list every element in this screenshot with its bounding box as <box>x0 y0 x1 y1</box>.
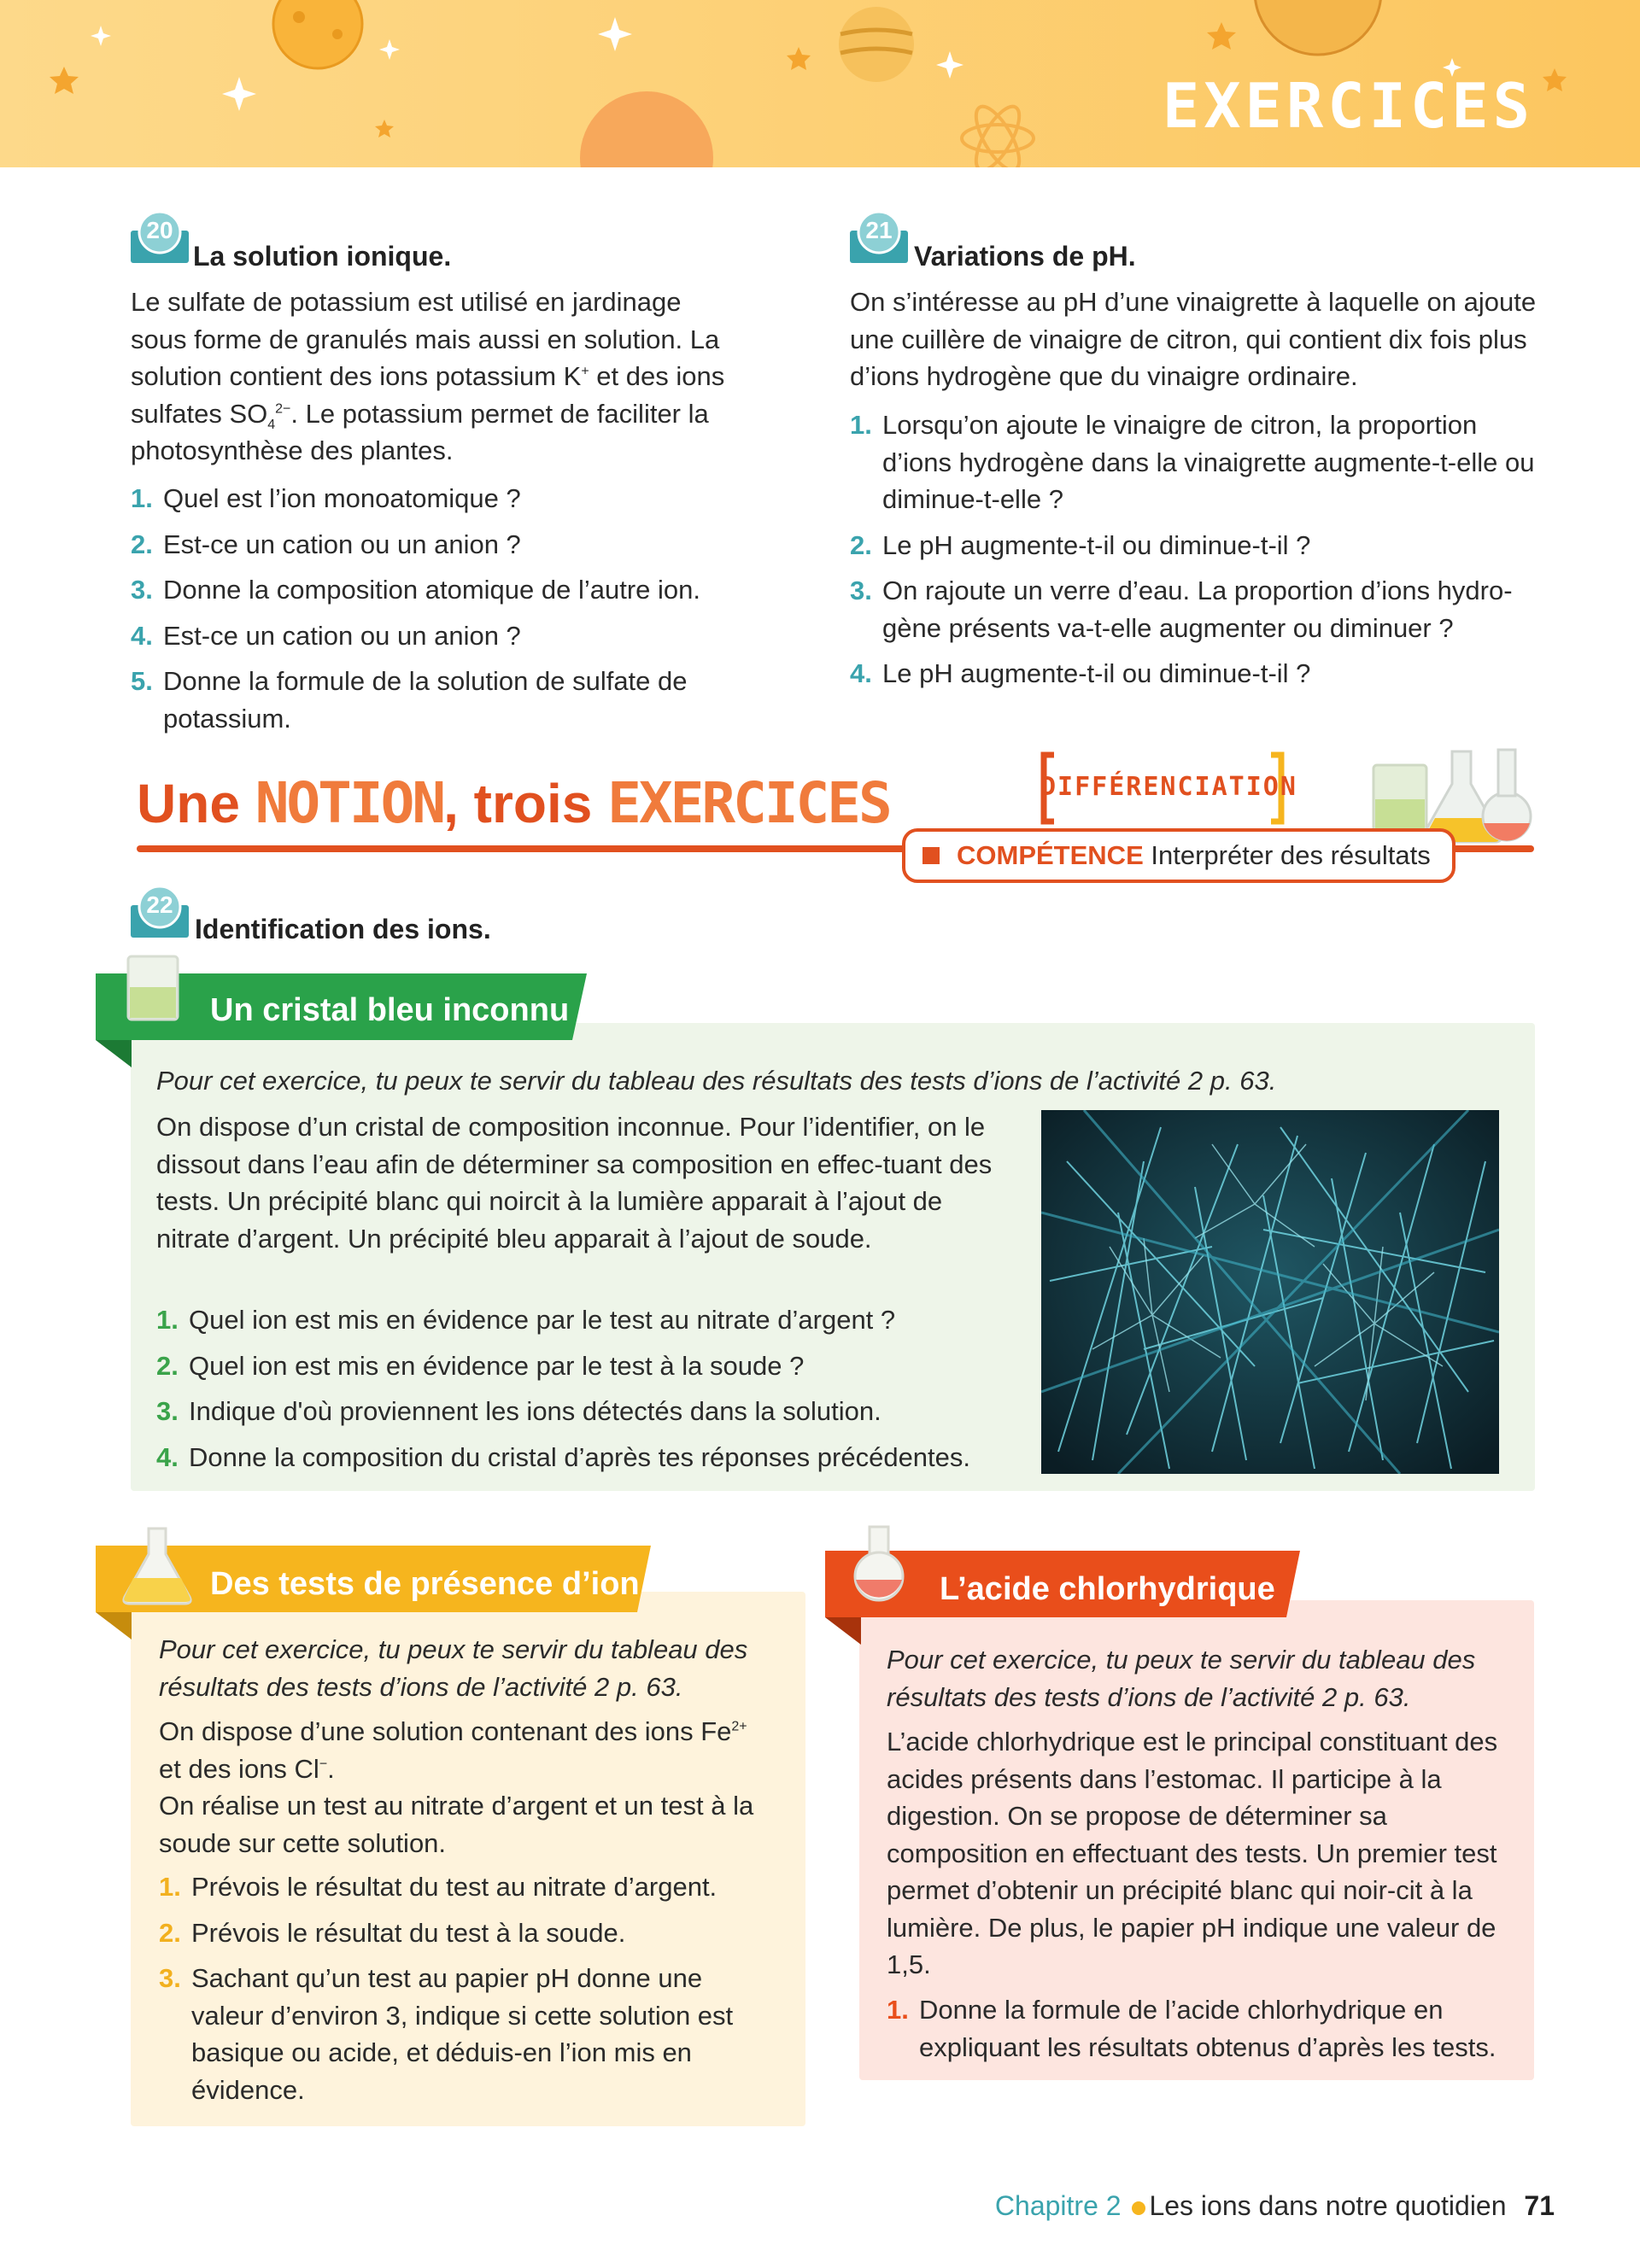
exercise-questions <box>850 398 1542 693</box>
box-text: On dispose d’un cristal de composition inconnue. Pour l’identifier, on le dissout dans l’eau afin de déterminer sa composition en effec-tuant des tests. Un précipité blanc qui noircit à la lumière apparait à l’ajout de nitrate d’argent. Un précipité bleu apparait à l’ajout de soude. <box>156 1112 993 1254</box>
round-flask-icon <box>851 1523 907 1605</box>
question-item: 3. Indique d'où proviennent les ions détectés dans la solution. <box>156 1396 882 1426</box>
beaker-icon <box>125 953 183 1023</box>
section-label: EXERCICES <box>1162 70 1534 142</box>
box-title: L’acide chlorhydrique <box>940 1571 1275 1607</box>
exercise-intro: On s’intéresse au pH d’une vinaigrette à laquelle on ajoute une cuillère de vinaigre de citron, qui contient dix fois plus d’ions hydrogène que du vinaigre ordinaire. <box>850 287 1537 391</box>
question-item: 2. Prévois le résultat du test à la soude. <box>159 1917 626 1948</box>
exercise-number: 22 <box>146 891 173 918</box>
exercise-title: Variations de pH. <box>914 241 1136 272</box>
box-questions <box>156 1293 1028 1476</box>
page-header-banner <box>0 0 1640 167</box>
square-bullet-icon <box>922 847 940 864</box>
question-item: 4. Le pH augmente-t-il ou diminue-t-il ? <box>850 658 1311 688</box>
box-questions <box>159 1860 774 2108</box>
box-note: Pour cet exercice, tu peux te servir du tableau des résultats des tests d’ions de l’activité 2 p. 63. <box>159 1634 748 1702</box>
exercise-questions <box>131 471 780 737</box>
box-text: L’acide chlorhydrique est le principal constituant des acides présents dans l’estomac. Il participe à la digestion. On se propose de déterminer sa composition en effectuant des tests. Un premier test permet d’obtenir un précipité blanc qui noir-cit à la lumière. De plus, le papier pH indique une valeur de 1,5. <box>887 1727 1498 1979</box>
exercise-number: 20 <box>146 217 173 243</box>
exercise-title: La solution ionique. <box>193 241 452 272</box>
question-item: 3. On rajoute un verre d’eau. La proportion d’ions hydro-gène présents va-t-elle augmenter ou diminuer ? <box>850 576 1513 643</box>
box-title: Un cristal bleu inconnu <box>210 992 570 1028</box>
question-item: 1. Quel est l’ion monoatomique ? <box>131 483 521 513</box>
question-item: 2. Quel ion est mis en évidence par le test à la soude ? <box>156 1350 805 1381</box>
box-title: Des tests de présence d’ion <box>210 1566 640 1602</box>
question-item: 1. Quel ion est mis en évidence par le test au nitrate d’argent ? <box>156 1305 896 1335</box>
question-item: 1. Prévois le résultat du test au nitrate d’argent. <box>159 1872 718 1902</box>
box-note: Pour cet exercice, tu peux te servir du tableau des résultats des tests d’ions de l’activité 2 p. 63. <box>156 1066 1277 1096</box>
question-item: 5. Donne la formule de la solution de sulfate de potassium. <box>131 666 688 734</box>
box-note: Pour cet exercice, tu peux te servir du tableau des résultats des tests d’ions de l’activité 2 p. 63. <box>887 1645 1476 1712</box>
footer-dot-icon <box>1132 2201 1145 2215</box>
blue-crystal-photo <box>1041 1110 1499 1474</box>
question-item: 1. Donne la formule de l’acide chlorhydrique en expliquant les résultats obtenus d’après les tests. <box>887 1995 1496 2062</box>
page-number: 71 <box>1524 2190 1555 2221</box>
exercise-title: Identification des ions. <box>195 914 491 944</box>
footer-title: Les ions dans notre quotidien <box>1149 2190 1507 2221</box>
exercise-number: 21 <box>865 217 893 243</box>
flask-icon <box>120 1525 195 1607</box>
exercise-intro: Le sulfate de potassium est utilisé en jardinage sous forme de granulés mais aussi en solution. La solution contient des ions potassium K+ et des ions sulfates $SO_4^{2-}$. Le potassium permet de faciliter la photosynthèse des plantes. <box>131 287 725 465</box>
question-item: 2. Le pH augmente-t-il ou diminue-t-il ? <box>850 529 1311 560</box>
competence-badge: COMPÉTENCE Interpréter des résultats <box>902 828 1456 883</box>
question-item: 4. Donne la composition du cristal d’après tes réponses précédentes. <box>156 1441 971 1472</box>
box-text: On dispose d’une solution contenant des ions $Fe^{2+}$ et des ions Cl−. On réalise un test au nitrate d’argent et un test à la soude sur cette solution. <box>159 1716 754 1858</box>
differentiation-label: DIFFÉRENCIATION <box>1040 772 1297 802</box>
box-questions <box>887 1983 1519 2066</box>
page-footer <box>991 2186 1555 2225</box>
question-item: 4. Est-ce un cation ou un anion ? <box>131 620 521 651</box>
question-item: 3. Sachant qu’un test au papier pH donne une valeur d’environ 3, indique si cette solution est basique ou acide, et déduis-en l’ion mis en évidence. <box>159 1963 734 2105</box>
question-item: 3. Donne la composition atomique de l’autre ion. <box>131 575 700 605</box>
footer-chapter: Chapitre 2 <box>994 2190 1122 2221</box>
question-item: 1. Lorsqu’on ajoute le vinaigre de citron, la proportion d’ions hydrogène dans la vinaigrette augmente-t-elle ou diminue-t-elle ? <box>850 410 1535 514</box>
section-heading: Une NOTION, trois EXERCICES <box>137 770 890 836</box>
question-item: 2. Est-ce un cation ou un anion ? <box>131 529 521 559</box>
